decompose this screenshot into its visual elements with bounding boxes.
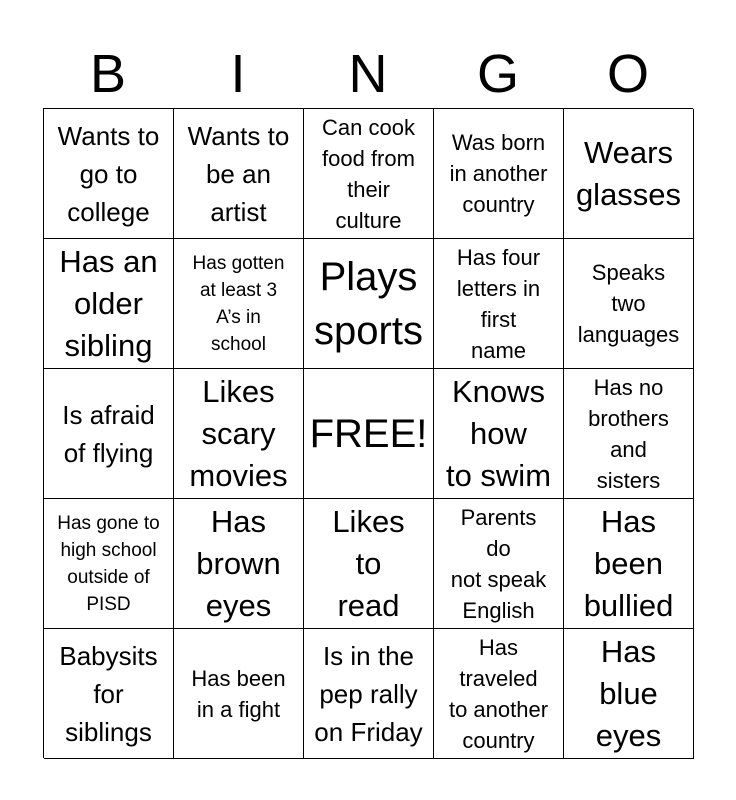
- bingo-cell-r3-c5[interactable]: Has no brothers and sisters: [564, 369, 694, 499]
- bingo-board: [43, 108, 693, 758]
- bingo-cell-r3-c2[interactable]: Likes scary movies: [174, 369, 304, 499]
- header-letter-n: N: [348, 44, 388, 104]
- bingo-cell-r2-c5[interactable]: Speaks two languages: [564, 239, 694, 369]
- header-letter-o: O: [606, 44, 649, 104]
- bingo-cell-r2-c3[interactable]: Plays sports: [304, 239, 434, 369]
- bingo-cell-r3-c4[interactable]: Knows how to swim: [434, 369, 564, 499]
- bingo-cell-r1-c4[interactable]: Was born in another country: [434, 109, 564, 239]
- header-letter-i: I: [230, 44, 246, 104]
- bingo-cell-r1-c3[interactable]: Can cook food from their culture: [304, 109, 434, 239]
- bingo-cell-r5-c1[interactable]: Babysits for siblings: [44, 629, 174, 759]
- bingo-cell-r5-c2[interactable]: Has been in a fight: [174, 629, 304, 759]
- bingo-cell-r4-c2[interactable]: Has brown eyes: [174, 499, 304, 629]
- bingo-cell-r1-c1[interactable]: Wants to go to college: [44, 109, 174, 239]
- header-letter-b: B: [89, 44, 127, 104]
- bingo-cell-r4-c1[interactable]: Has gone to high school outside of PISD: [44, 499, 174, 629]
- bingo-cell-r3-c1[interactable]: Is afraid of flying: [44, 369, 174, 499]
- bingo-cell-r4-c5[interactable]: Has been bullied: [564, 499, 694, 629]
- bingo-cell-r5-c5[interactable]: Has blue eyes: [564, 629, 694, 759]
- bingo-cell-r4-c3[interactable]: Likes to read: [304, 499, 434, 629]
- bingo-cell-r2-c4[interactable]: Has four letters in first name: [434, 239, 564, 369]
- bingo-cell-r1-c2[interactable]: Wants to be an artist: [174, 109, 304, 239]
- bingo-cell-free[interactable]: FREE!: [304, 369, 434, 499]
- bingo-cell-r4-c4[interactable]: Parents do not speak English: [434, 499, 564, 629]
- bingo-cell-r5-c3[interactable]: Is in the pep rally on Friday: [304, 629, 434, 759]
- bingo-cell-r2-c1[interactable]: Has an older sibling: [44, 239, 174, 369]
- bingo-header: [43, 40, 693, 108]
- bingo-cell-r5-c4[interactable]: Has traveled to another country: [434, 629, 564, 759]
- bingo-cell-r2-c2[interactable]: Has gotten at least 3 A’s in school: [174, 239, 304, 369]
- header-letter-g: G: [476, 44, 519, 104]
- bingo-cell-r1-c5[interactable]: Wears glasses: [564, 109, 694, 239]
